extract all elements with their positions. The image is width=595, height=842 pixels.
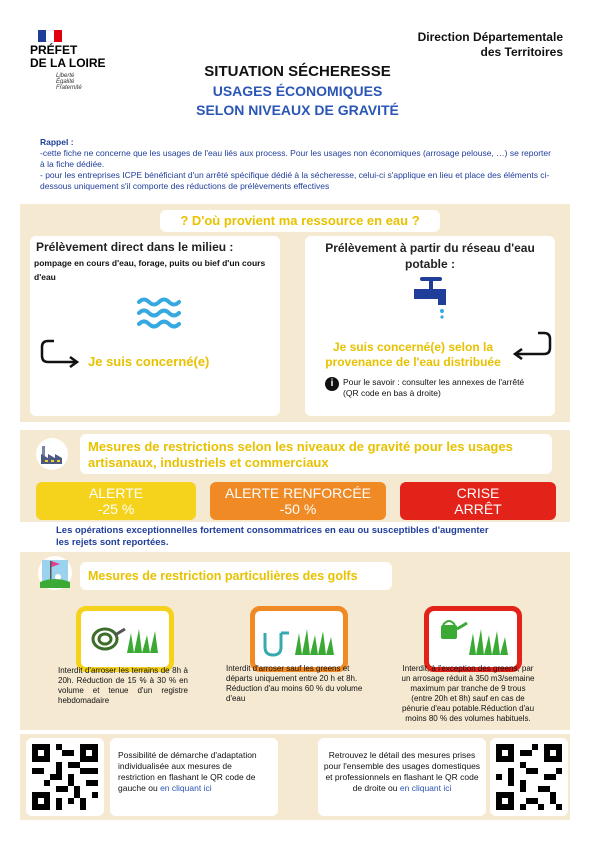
french-flag-logo bbox=[38, 30, 62, 42]
golf-card-crise bbox=[424, 606, 522, 672]
qr-code-left[interactable] bbox=[32, 744, 98, 810]
golf-flag-icon bbox=[38, 556, 72, 590]
level-renforcee-label: ALERTE RENFORCÉE bbox=[225, 485, 371, 501]
level-alerte-renforcee bbox=[210, 482, 386, 520]
left-concerned: Je suis concerné(e) bbox=[88, 354, 210, 369]
golf-text-crise: Interdit, à l'exception des greens, par un arrosage réduit à 350 m3/semaine maximum par tranche de 9 trous (entre 20h et 8h) sauf en cas de pénurie d'eau potable.Réduction d'au moins 80 % des volumes habituels. bbox=[401, 664, 535, 723]
right-concerned: Je suis concerné(e) selon la provenance de l'eau distribuée bbox=[325, 340, 501, 369]
left-title: Prélèvement direct dans le milieu : bbox=[36, 240, 234, 254]
golf-title: Mesures de restriction particulières des golfs bbox=[88, 569, 358, 583]
devise-fraternite: Fraternité bbox=[56, 85, 82, 91]
golf-title-box bbox=[80, 562, 392, 590]
ddt-line2: des Territoires bbox=[480, 45, 563, 59]
rappel-line2: - pour les entreprises ICPE bénéficiant d'un arrêté spécifique dédié à la sécheresse, celui-ci s'applique en lieu et place des éléments ci-dessous uniquement s'il comporte des réductions de prélèvements effectives bbox=[40, 170, 550, 191]
level-crise bbox=[400, 482, 556, 520]
page-subtitle-1: USAGES ÉCONOMIQUES bbox=[212, 83, 383, 99]
level-crise-value: ARRÊT bbox=[454, 501, 502, 517]
footer-left-desc: Possibilité de démarche d'adaptation individualisée aux mesures de restriction en flashant le QR code de gauche ou bbox=[118, 750, 257, 793]
level-alerte-value: -25 % bbox=[97, 501, 135, 517]
pipe-grass-icon bbox=[255, 611, 343, 667]
footer-right-text bbox=[322, 750, 482, 794]
footer-right-desc: Retrouvez le détail des mesures prises pour l'ensemble des usages domestiques et professionnels en flashant le QR code de droite ou bbox=[323, 750, 481, 793]
footer-right-link[interactable]: en cliquant ici bbox=[399, 783, 452, 793]
right-info: Pour le savoir : consulter les annexes de l'arrêté (QR code en bas à droite) bbox=[343, 377, 525, 398]
level-crise-label: CRISE bbox=[456, 485, 500, 501]
measures-title: Mesures de restrictions selon les niveaux de gravité pour les usages artisanaux, industriels et commerciaux bbox=[88, 439, 513, 470]
golf-card-alerte bbox=[76, 606, 174, 672]
level-alerte bbox=[36, 482, 196, 520]
left-desc: pompage en cours d'eau, forage, puits ou bief d'un cours d'eau bbox=[34, 258, 266, 282]
footer-left-text bbox=[118, 750, 268, 794]
level-alerte-label: ALERTE bbox=[88, 485, 144, 501]
page-subtitle-2: SELON NIVEAUX DE GRAVITÉ bbox=[196, 102, 399, 118]
right-title: Prélèvement à partir du réseau d'eau potable : bbox=[325, 241, 535, 271]
devise-liberte: Liberté bbox=[56, 73, 75, 79]
origin-question-box bbox=[160, 210, 440, 232]
prefet-line2: DE LA LOIRE bbox=[30, 56, 106, 70]
rappel-heading: Rappel : bbox=[40, 137, 74, 147]
rappel-line1: -cette fiche ne concerne que les usages de l'eau liés aux process. Pour les usages non économiques (arrosage pelouse, …) se reporter à la fiche dédiée. bbox=[40, 148, 551, 169]
measures-note: Les opérations exceptionnelles fortement consommatrices en eau ou susceptibles d'augmenter les rejets sont reportées. bbox=[56, 525, 489, 548]
hose-grass-icon bbox=[81, 611, 169, 667]
arrow-right-curve-icon bbox=[512, 330, 552, 360]
info-icon: i bbox=[325, 377, 339, 391]
level-renforcee-value: -50 % bbox=[279, 501, 317, 517]
factory-icon bbox=[36, 438, 68, 470]
qr-left-box bbox=[26, 738, 104, 816]
prefet-line1: PRÉFET bbox=[30, 43, 78, 57]
footer-left-link[interactable]: en cliquant ici bbox=[160, 783, 212, 793]
ddt-heading bbox=[418, 30, 563, 60]
golf-text-renforcee: Interdit d'arroser sauf les greens et départs uniquement entre 20 h et 8h. Réduction d'au moins 60 % du volume d'eau bbox=[226, 664, 363, 703]
ddt-line1: Direction Départementale bbox=[417, 30, 563, 44]
origin-question: ? D'où provient ma ressource en eau ? bbox=[180, 213, 420, 228]
water-tap-icon bbox=[412, 275, 454, 319]
golf-card-renforcee bbox=[250, 606, 348, 672]
arrow-left-curve-icon bbox=[40, 338, 80, 368]
water-waves-icon bbox=[137, 296, 181, 332]
qr-code-right[interactable] bbox=[496, 744, 562, 810]
devise-egalite: Égalité bbox=[56, 79, 75, 85]
measures-title-box bbox=[80, 434, 552, 474]
qr-right-box bbox=[490, 738, 568, 816]
watering-can-grass-icon bbox=[429, 611, 517, 667]
page-title: SITUATION SÉCHERESSE bbox=[204, 63, 391, 80]
golf-text-alerte: Interdit d'arroser les terrains de 8h à 20h. Réduction de 15 % à 30 % en volume et tenue d'un registre hebdomadaire bbox=[58, 666, 188, 705]
rappel-block bbox=[40, 137, 555, 192]
